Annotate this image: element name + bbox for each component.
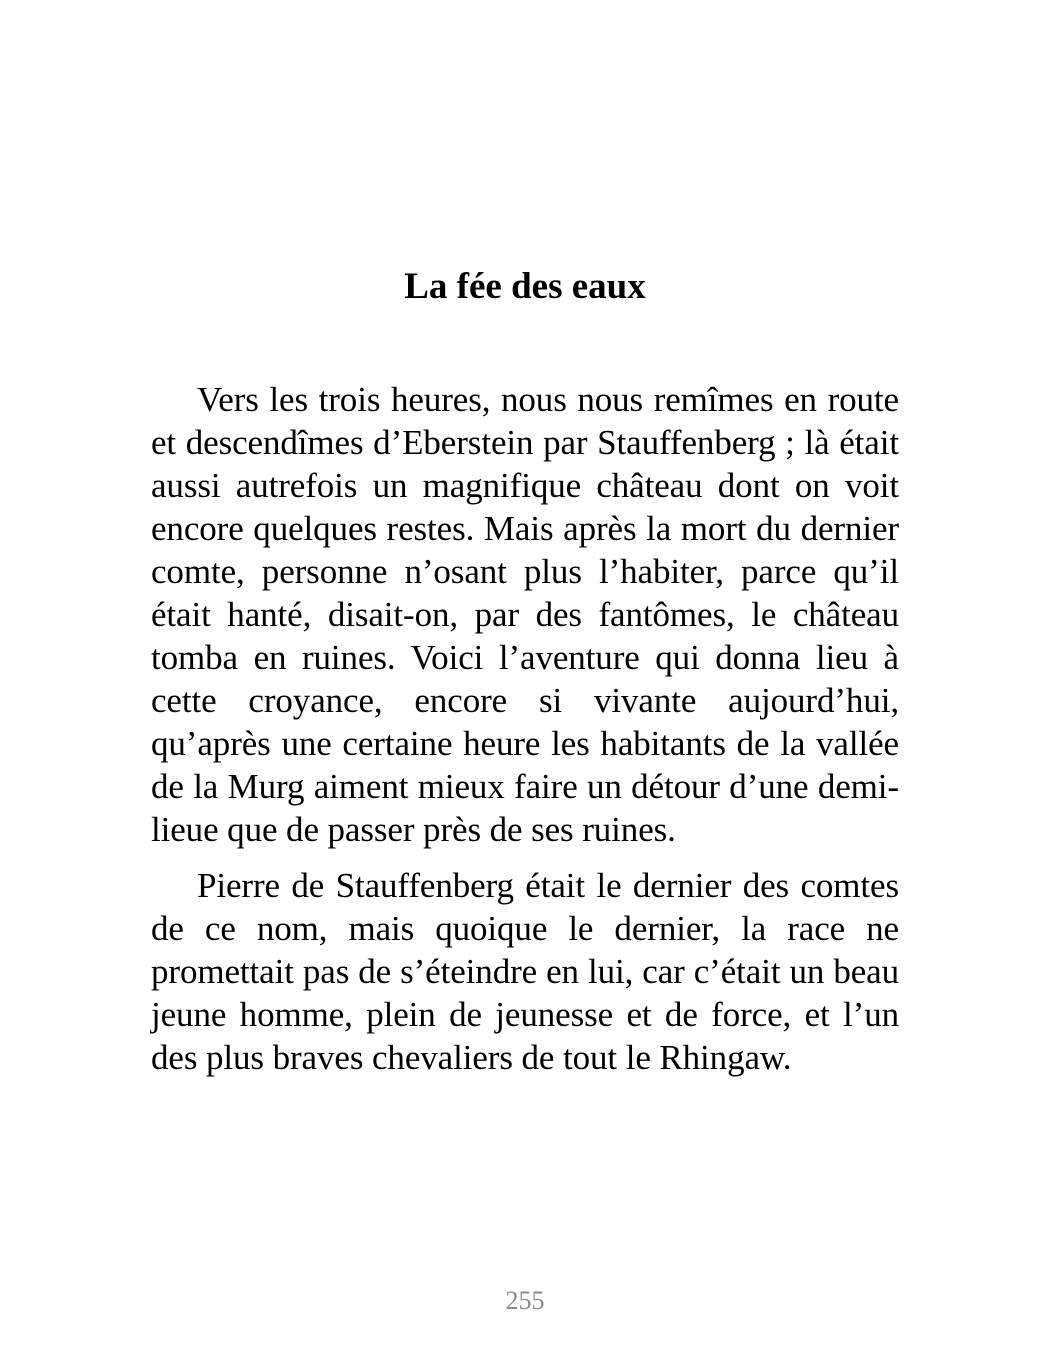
chapter-body: [151, 378, 899, 1092]
paragraph-2: Pierre de Stauffenberg était le dernier des comtes de ce nom, mais quoique le dernier, la race ne promettait pas de s’éteindre en lui, car c’était un beau jeune homme, plein de jeunesse et de force, et l’un des plus braves chevaliers de tout le Rhingaw.: [151, 866, 899, 1077]
paragraph-1: Vers les trois heures, nous nous remîmes en route et descendîmes d’Eberstein par Stauffenberg ; là était aussi autrefois un magnifique château dont on voit encore quelques restes. Mais après la mort du dernier comte, personne n’osant plus l’habiter, parce qu’il était hanté, disait-on, par des fantômes, le château tomba en ruines. Voici l’aventure qui donna lieu à cette croyance, encore si vivante aujourd’hui, qu’après une certaine heure les habitants de la vallée de la Murg aiment mieux faire un détour d’une demi-lieue que de passer près de ses ruines.: [151, 380, 899, 849]
chapter-title: La fée des eaux: [404, 266, 646, 307]
page-number: 255: [505, 1286, 545, 1315]
